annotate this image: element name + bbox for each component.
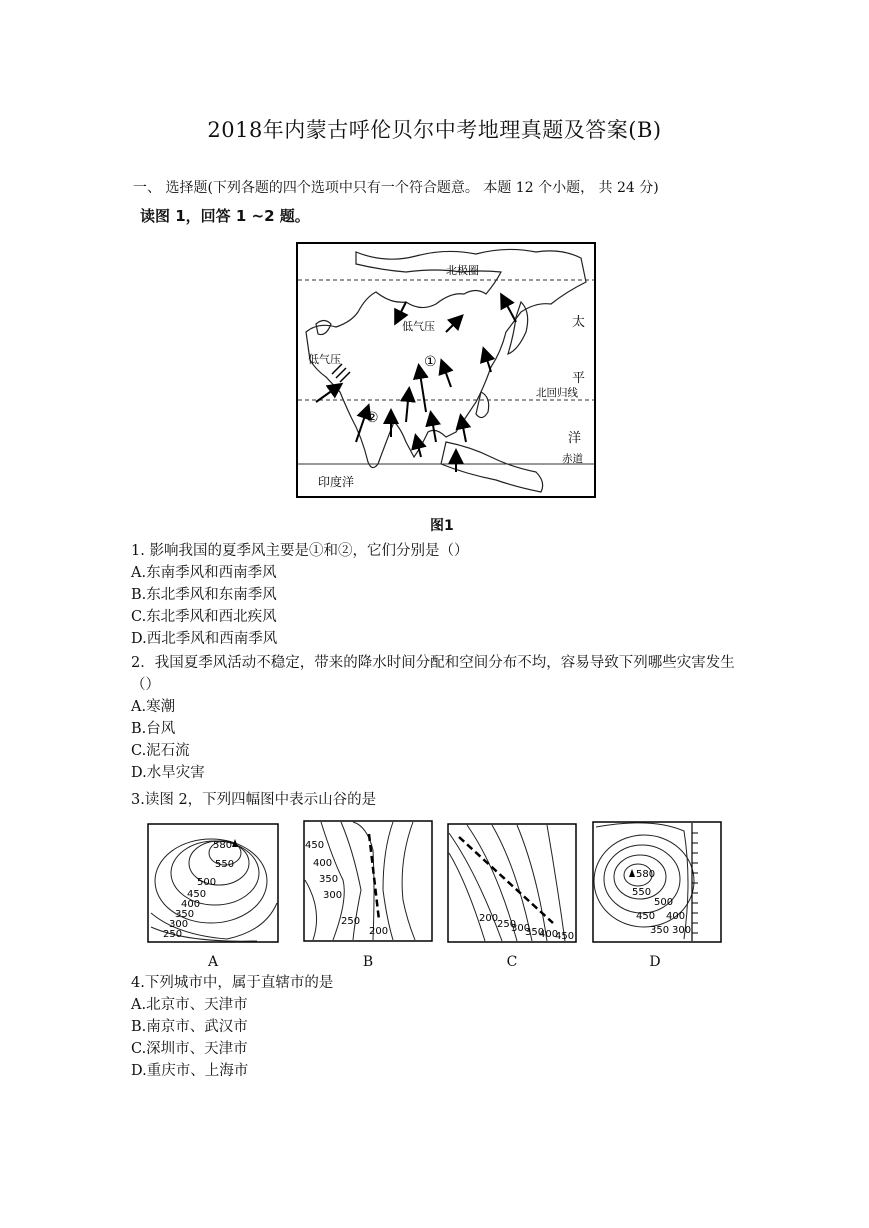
label-tropic: 北回归线 (536, 387, 578, 399)
panel-a-label-350: 350 (175, 909, 195, 920)
panel-d-label-500: 500 (654, 897, 674, 908)
panel-c-label-250: 250 (497, 919, 517, 930)
label-circle-1: ① (424, 354, 437, 370)
label-arctic-circle: 北极圈 (446, 264, 479, 277)
panel-label-d: D (649, 954, 661, 970)
label-pacific-ping: 平 (572, 371, 586, 386)
question-4-option-c: C.深圳市、天津市 (131, 1041, 248, 1057)
panel-c-label-450: 450 (555, 931, 575, 942)
question-3-stem: 3.读图 2，下列四幅图中表示山谷的是 (131, 792, 377, 808)
panel-b-label-200: 200 (369, 926, 389, 937)
panel-a-label-550: 550 (215, 859, 235, 870)
question-1 (131, 540, 468, 650)
panel-c-label-200: 200 (479, 913, 499, 924)
label-pacific-yang: 洋 (568, 431, 582, 446)
question-2-option-d: D.水旱灾害 (131, 765, 205, 781)
contour-panel-b (303, 820, 433, 942)
panel-c-label-400: 400 (539, 929, 559, 940)
panel-label-c: C (506, 954, 518, 970)
panel-b-label-300: 300 (323, 890, 343, 901)
map-frame (297, 243, 595, 497)
contour-panel-a (147, 823, 279, 943)
panel-d-label-300: 300 (672, 925, 692, 936)
label-indian-ocean: 印度洋 (318, 475, 355, 489)
read-figure-instruction: 读图 1，回答 1 ~2 题。 (140, 207, 310, 225)
panel-a-label-250: 250 (163, 929, 183, 940)
label-low-pressure-south: 低气压 (308, 353, 341, 366)
contour-panel-c (447, 823, 577, 943)
question-1-option-b: B.东北季风和东南季风 (131, 587, 277, 603)
question-2-stem: 2．我国夏季风活动不稳定，带来的降水时间分配和空间分布不均，容易导致下列哪些灾害发生（） (131, 655, 735, 693)
page-title: 2018年内蒙古呼伦贝尔中考地理真题及答案(B) (207, 118, 662, 142)
panel-label-a: A (207, 954, 219, 970)
question-2-option-c: C.泥石流 (131, 743, 190, 759)
section-heading: 一、 选择题(下列各题的四个选项中只有一个符合题意。 本题 12 个小题， 共 24 分) (133, 180, 659, 196)
panel-d-label-450: 450 (636, 911, 656, 922)
label-circle-2: ② (366, 410, 379, 426)
panel-b-label-450: 450 (305, 840, 325, 851)
question-4-option-b: B.南京市、武汉市 (131, 1019, 248, 1035)
panel-a-label-580: 580 (213, 840, 233, 851)
panel-d-label-580: 580 (636, 869, 656, 880)
label-low-pressure-north: 低气压 (402, 320, 435, 333)
question-2-option-b: B.台风 (131, 721, 176, 737)
panel-c-label-350: 350 (525, 927, 545, 938)
question-4 (131, 972, 333, 1082)
panel-b-label-400: 400 (313, 858, 333, 869)
panel-a-label-300: 300 (169, 919, 189, 930)
panel-b-label-350: 350 (319, 874, 339, 885)
question-2-option-a: A.寒潮 (131, 699, 176, 715)
panel-d-label-550: 550 (632, 887, 652, 898)
panel-d-label-400: 400 (666, 911, 686, 922)
panel-a-label-450: 450 (187, 889, 207, 900)
question-4-stem: 4.下列城市中，属于直辖市的是 (131, 975, 334, 991)
label-pacific-tai: 太 (572, 315, 586, 330)
panel-label-b: B (362, 954, 374, 970)
panel-a-label-500: 500 (197, 877, 217, 888)
question-1-option-c: C.东北季风和西北疾风 (131, 609, 277, 625)
panel-b-label-250: 250 (341, 916, 361, 927)
question-2 (131, 652, 741, 784)
panel-d-label-350: 350 (650, 925, 670, 936)
question-4-option-d: D.重庆市、上海市 (131, 1063, 249, 1079)
contour-panel-d (592, 821, 722, 943)
question-1-option-d: D.西北季风和西南季风 (131, 631, 278, 647)
figure-1-caption: 图1 (430, 518, 454, 534)
panel-a-label-400: 400 (181, 899, 201, 910)
panel-c-label-300: 300 (511, 923, 531, 934)
figure-1-monsoon-map (296, 242, 596, 498)
question-1-option-a: A.东南季风和西南季风 (131, 565, 277, 581)
question-1-stem: 1. 影响我国的夏季风主要是①和②，它们分别是（） (131, 543, 469, 559)
label-equator: 赤道 (562, 453, 583, 465)
question-4-option-a: A.北京市、天津市 (131, 997, 248, 1013)
